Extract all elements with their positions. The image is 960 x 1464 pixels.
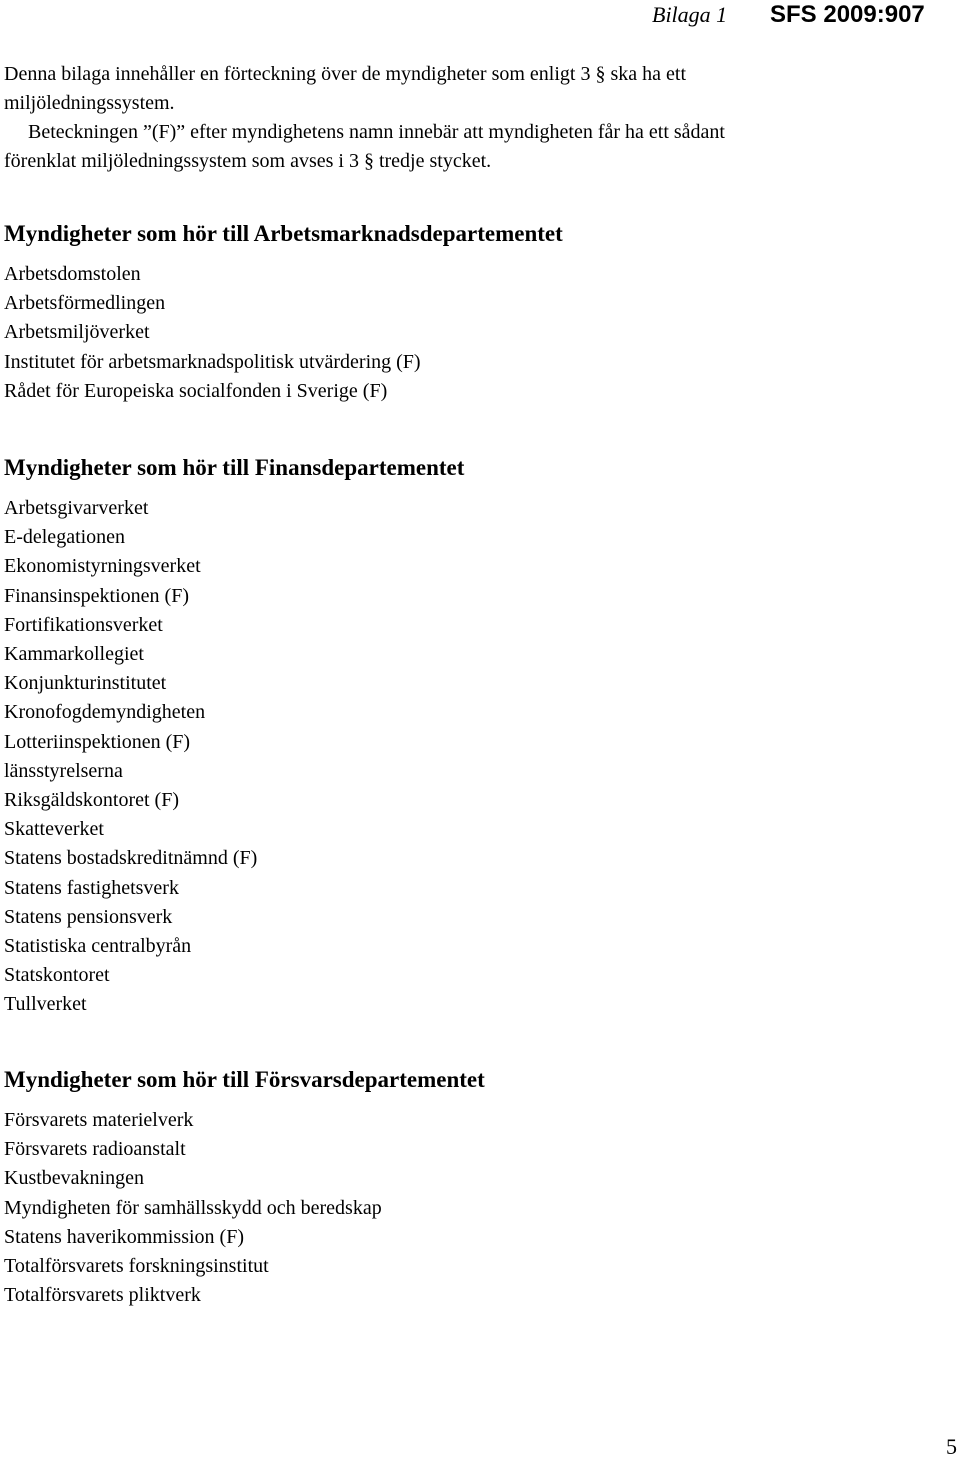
section-heading: Myndigheter som hör till Försvarsdepartementet [4, 1067, 485, 1092]
agency-item: E-delegationen [4, 526, 126, 549]
agency-item: Rådet för Europeiska socialfonden i Sverige (F) [4, 379, 388, 402]
agency-item: Skatteverket [4, 818, 104, 841]
agency-list [4, 1106, 904, 1310]
agency-item: Statens bostadskreditnämnd (F) [4, 847, 258, 870]
agency-item: Statskontoret [4, 964, 110, 987]
page-number: 5 [946, 1434, 957, 1459]
agency-item: Institutet för arbetsmarknadspolitisk utvärdering (F) [4, 350, 421, 373]
agency-item: Statistiska centralbyrån [4, 935, 192, 958]
agency-item: Statens pensionsverk [4, 905, 173, 928]
section-arbetsmarknad [4, 218, 904, 406]
intro-paragraph-1: Denna bilaga innehåller en förteckning över de myndigheter som enligt 3 § ska ha ett miljöledningssystem. [4, 63, 687, 114]
agency-item: Statens haverikommission (F) [4, 1225, 244, 1248]
agency-item: Finansinspektionen (F) [4, 584, 189, 607]
agency-item: Statens fastighetsverk [4, 876, 179, 899]
agency-item: Totalförsvarets forskningsinstitut [4, 1255, 269, 1278]
agency-item: Konjunkturinstitutet [4, 672, 167, 695]
agency-list [4, 494, 904, 1020]
section-heading: Myndigheter som hör till Arbetsmarknadsdepartementet [4, 221, 563, 246]
agency-item: Ekonomistyrningsverket [4, 555, 201, 578]
agency-item: Lotteriinspektionen (F) [4, 730, 191, 753]
intro-text [4, 60, 744, 176]
intro-paragraph-2: Beteckningen ”(F)” efter myndighetens namn innebär att myndigheten får ha ett sådant förenklat miljöledningssystem som avses i 3 § tredje stycket. [4, 121, 725, 172]
agency-item: Tullverket [4, 993, 87, 1016]
agency-list [4, 260, 904, 406]
agency-item: länsstyrelserna [4, 759, 123, 782]
agency-item: Arbetsförmedlingen [4, 292, 166, 315]
agency-item: Arbetsgivarverket [4, 497, 149, 519]
agency-item: Riksgäldskontoret (F) [4, 789, 179, 812]
agency-item: Myndigheten för samhällsskydd och beredskap [4, 1196, 382, 1219]
agency-item: Försvarets radioanstalt [4, 1138, 186, 1161]
agency-item: Kustbevakningen [4, 1167, 144, 1190]
appendix-label: Bilaga 1 [652, 2, 728, 27]
section-finans [4, 452, 904, 1020]
agency-item: Försvarets materielverk [4, 1109, 194, 1131]
agency-item: Fortifikationsverket [4, 613, 163, 636]
agency-item: Arbetsmiljöverket [4, 321, 150, 344]
section-heading: Myndigheter som hör till Finansdepartementet [4, 455, 465, 480]
sfs-number: SFS 2009:907 [770, 1, 925, 28]
agency-item: Totalförsvarets pliktverk [4, 1284, 201, 1307]
agency-item: Kammarkollegiet [4, 643, 144, 666]
agency-item: Kronofogdemyndigheten [4, 701, 206, 724]
section-forsvar [4, 1064, 904, 1310]
agency-item: Arbetsdomstolen [4, 263, 141, 285]
